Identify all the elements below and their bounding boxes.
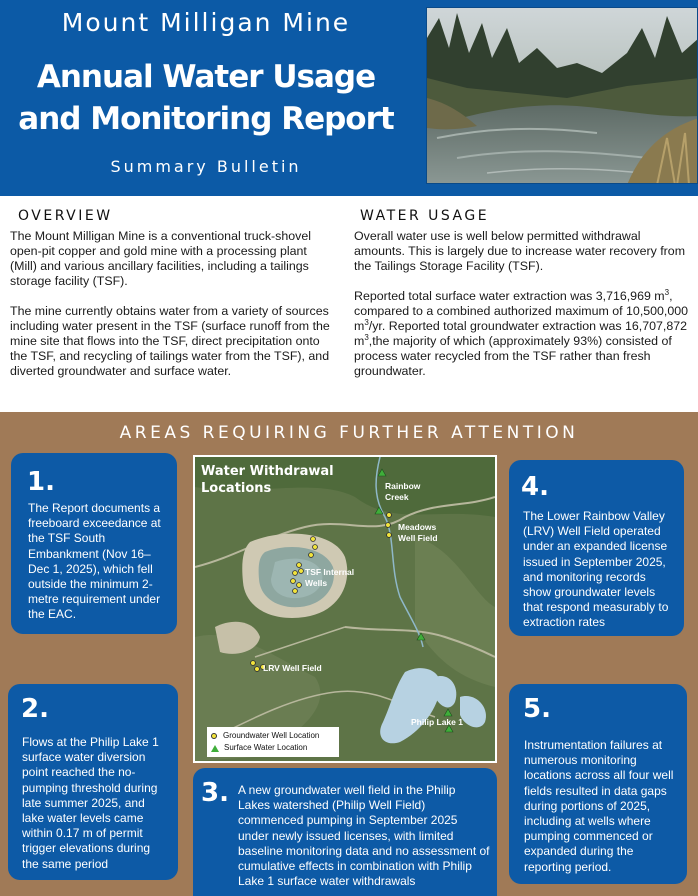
label-creek: Creek <box>385 492 409 502</box>
label-rainbow-creek <box>385 481 420 503</box>
cubic-sup: 3 <box>664 287 670 297</box>
label-meadows: Meadows <box>398 522 437 532</box>
water-usage-para-1: Overall water use is well below permitted withdrawal amounts. This is largely due to increase water recovery from the Tailings Storage Facility (TSF). <box>354 229 686 273</box>
attention-card-2 <box>8 684 178 880</box>
attention-card-5 <box>509 684 687 884</box>
attention-card-3 <box>193 768 497 896</box>
card-number: 1. <box>27 467 55 497</box>
overview-heading: OVERVIEW <box>18 208 113 224</box>
river-photo <box>426 7 698 184</box>
map-title-line-1: Water Withdrawal <box>201 464 334 479</box>
recycled-text: ,the majority of which (approximately 93%) consisted of process water recycled from the TSF rather than fresh groundwater. <box>354 334 672 378</box>
card-number: 5. <box>523 694 551 724</box>
card-number: 3. <box>201 778 229 808</box>
authorized-max-text: , compared to a combined authorized maximum of 10,500,000 m <box>354 289 689 333</box>
label-tsf-internal-wells <box>305 567 354 589</box>
surface-water-triangle-icon <box>211 745 219 752</box>
mine-name: Mount Milligan Mine <box>61 8 351 37</box>
cubic-sup: 3 <box>364 317 369 327</box>
label-meadows-well-field <box>398 522 438 544</box>
legend-surface-label: Surface Water Location <box>224 743 308 752</box>
water-usage-heading: WATER USAGE <box>360 208 490 224</box>
water-withdrawal-map <box>193 455 497 763</box>
card-text: The Lower Rainbow Valley (LRV) Well Field operated under an expanded license issued in September 2025, and monitoring records show groundwater levels that respond measurably to extraction rates <box>523 509 669 630</box>
report-title <box>0 56 412 140</box>
label-lrv-well-field: LRV Well Field <box>263 663 322 673</box>
overview-body <box>10 229 335 394</box>
title-line-1: Annual Water Usage <box>36 59 376 95</box>
map-legend <box>207 727 339 757</box>
card-text: The Report documents a freeboard exceedance at the TSF South Embankment (Nov 16–Dec 1, 2025), which fell outside the minimum 2-metre requirement under the EAC. <box>28 501 161 622</box>
label-well-field: Well Field <box>398 533 438 543</box>
card-number: 4. <box>521 472 549 502</box>
summary-bulletin: Summary Bulletin <box>110 157 302 176</box>
card-text: Instrumentation failures at numerous monitoring locations across all four well fields resulted in data gaps during portions of 2025, including at wells where pumping commenced or expanded during the reporting period. <box>524 738 674 874</box>
map-title-line-2: Locations <box>201 481 272 496</box>
attention-heading: AREAS REQUIRING FURTHER ATTENTION <box>119 423 579 443</box>
groundwater-extraction-text: /yr. Reported total groundwater extraction was 16,707,872 m <box>354 319 687 348</box>
label-wells: Wells <box>305 578 328 588</box>
water-usage-para-2 <box>354 289 690 379</box>
overview-para-2: The mine currently obtains water from a variety of sources including water present in the TSF (surface runoff from the mine site that flows into the TSF, direct precipitation onto the TSF, and recycling of tailings water from the TSF), and diverted groundwater and surface water. <box>10 304 330 378</box>
cubic-sup: 3 <box>364 332 369 342</box>
groundwater-well-icon <box>211 733 217 739</box>
title-line-2: and Monitoring Report <box>18 101 394 137</box>
label-tsf-internal: TSF Internal <box>305 567 355 577</box>
legend-groundwater <box>211 730 335 742</box>
attention-card-1 <box>11 453 177 634</box>
label-rainbow: Rainbow <box>385 481 421 491</box>
card-number: 2. <box>21 694 49 724</box>
overview-para-1: The Mount Milligan Mine is a conventional truck-shovel open-pit copper and gold mine with a processing plant (Mill) and various ancillary facilities, including a tailings storage facility (TSF). <box>10 229 311 288</box>
label-philip-lake: Philip Lake 1 <box>411 717 463 727</box>
card-text: A new groundwater well field in the Philip Lakes watershed (Philip Well Field) commenced pumping in September 2025 under newly issued licenses, with limited baseline monitoring data and no assessment of cumulative effects in combination with Philip Lake 1 surface water withdrawals <box>238 783 490 889</box>
map-title <box>201 463 334 497</box>
legend-surface <box>211 742 335 754</box>
water-usage-body <box>354 229 690 394</box>
card-text: Flows at the Philip Lake 1 surface water diversion point reached the no-pumping threshold during late summer 2025, and lake water levels came within 0.17 m of permit trigger elevations during the same period <box>22 735 159 871</box>
legend-groundwater-label: Groundwater Well Location <box>223 731 320 740</box>
surface-extraction-text: Reported total surface water extraction was 3,716,969 m <box>354 289 665 303</box>
attention-card-4 <box>509 460 684 636</box>
